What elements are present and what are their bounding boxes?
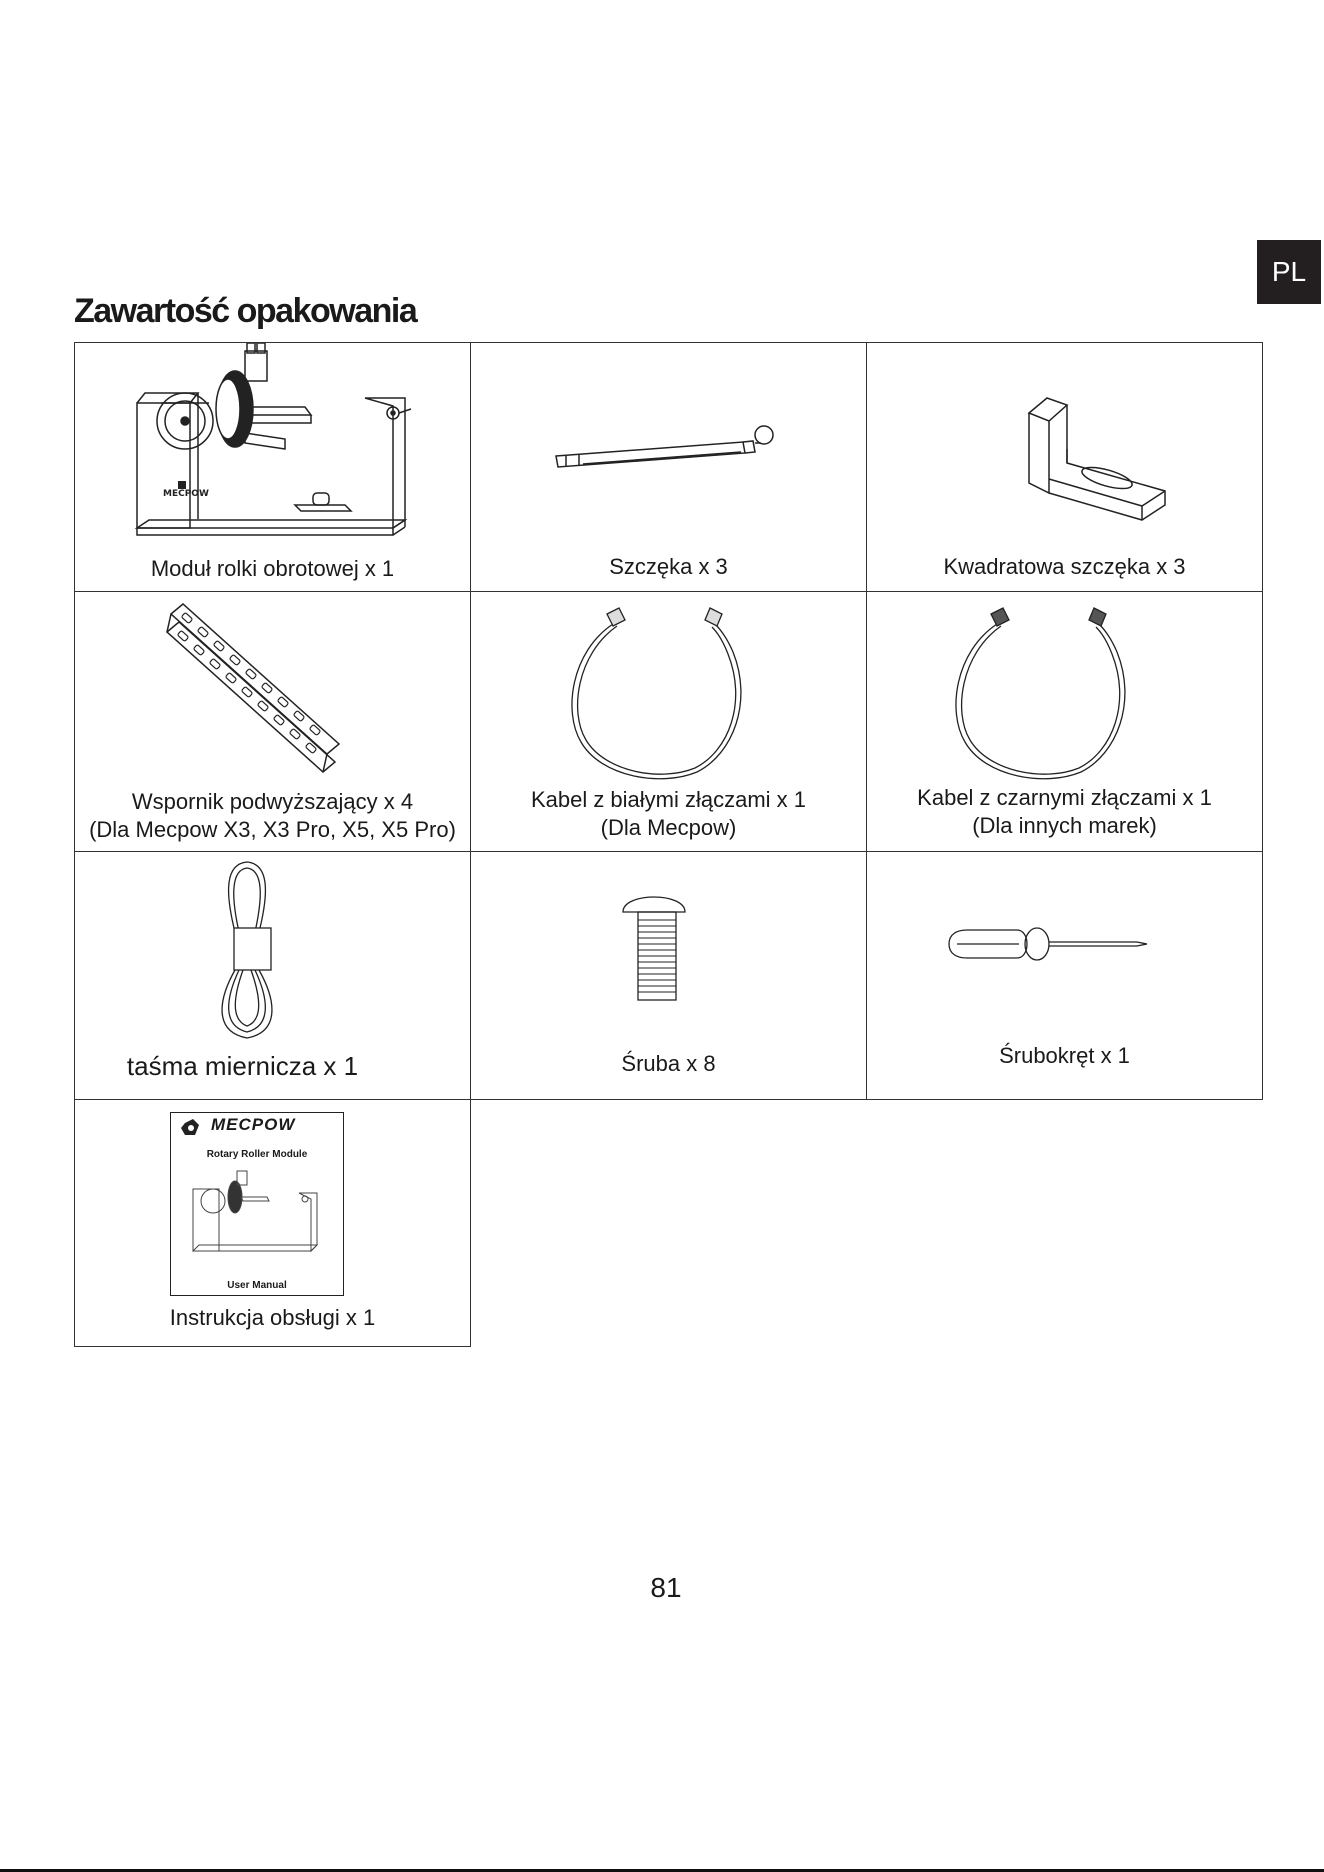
manual-brand: MECPOW [211,1115,296,1134]
item-caption: Moduł rolki obrotowej x 1 [150,556,395,581]
item-cell-rotary-module [74,342,471,592]
page-title: Zawartość opakowania [74,292,417,330]
manual-product-title: Rotary Roller Module [206,1149,308,1160]
item-caption: Śrubokręt x 1 [999,1043,1130,1068]
item-caption: Kabel z czarnymi złączami x 1 [917,785,1212,810]
item-caption: taśma miernicza x 1 [126,1051,359,1081]
manual-cover-illustration [171,1165,342,1275]
item-caption: Śruba x 8 [621,1051,716,1076]
item-cell-square-jaw [866,342,1263,592]
item-caption: Instrukcja obsługi x 1 [169,1305,376,1330]
item-caption: Wspornik podwyższający x 4 [131,789,414,814]
item-cell-measuring-tape [74,851,471,1100]
item-cell-black-cable [866,591,1263,852]
item-cell-screwdriver [866,851,1263,1100]
item-cell-white-cable [470,591,867,852]
item-caption: Kabel z białymi złączami x 1 [530,787,807,812]
item-cell-screw [470,851,867,1100]
page-number: 81 [650,1572,682,1603]
language-tab: PL [1257,240,1321,304]
item-cell-user-manual [74,1099,471,1347]
item-caption-note: (Dla Mecpow X3, X3 Pro, X5, X5 Pro) [89,817,456,842]
item-cell-riser-bracket [74,591,471,852]
item-caption: Kwadratowa szczęka x 3 [943,554,1186,579]
svg-text:MECPOW: MECPOW [163,489,209,499]
manual-footer: User Manual [227,1280,287,1291]
item-caption-note: (Dla Mecpow) [600,815,737,840]
user-manual-icon [170,1112,344,1296]
item-cell-jaw [470,342,867,592]
item-caption: Szczęka x 3 [609,554,728,579]
item-caption-note: (Dla innych marek) [972,813,1157,838]
